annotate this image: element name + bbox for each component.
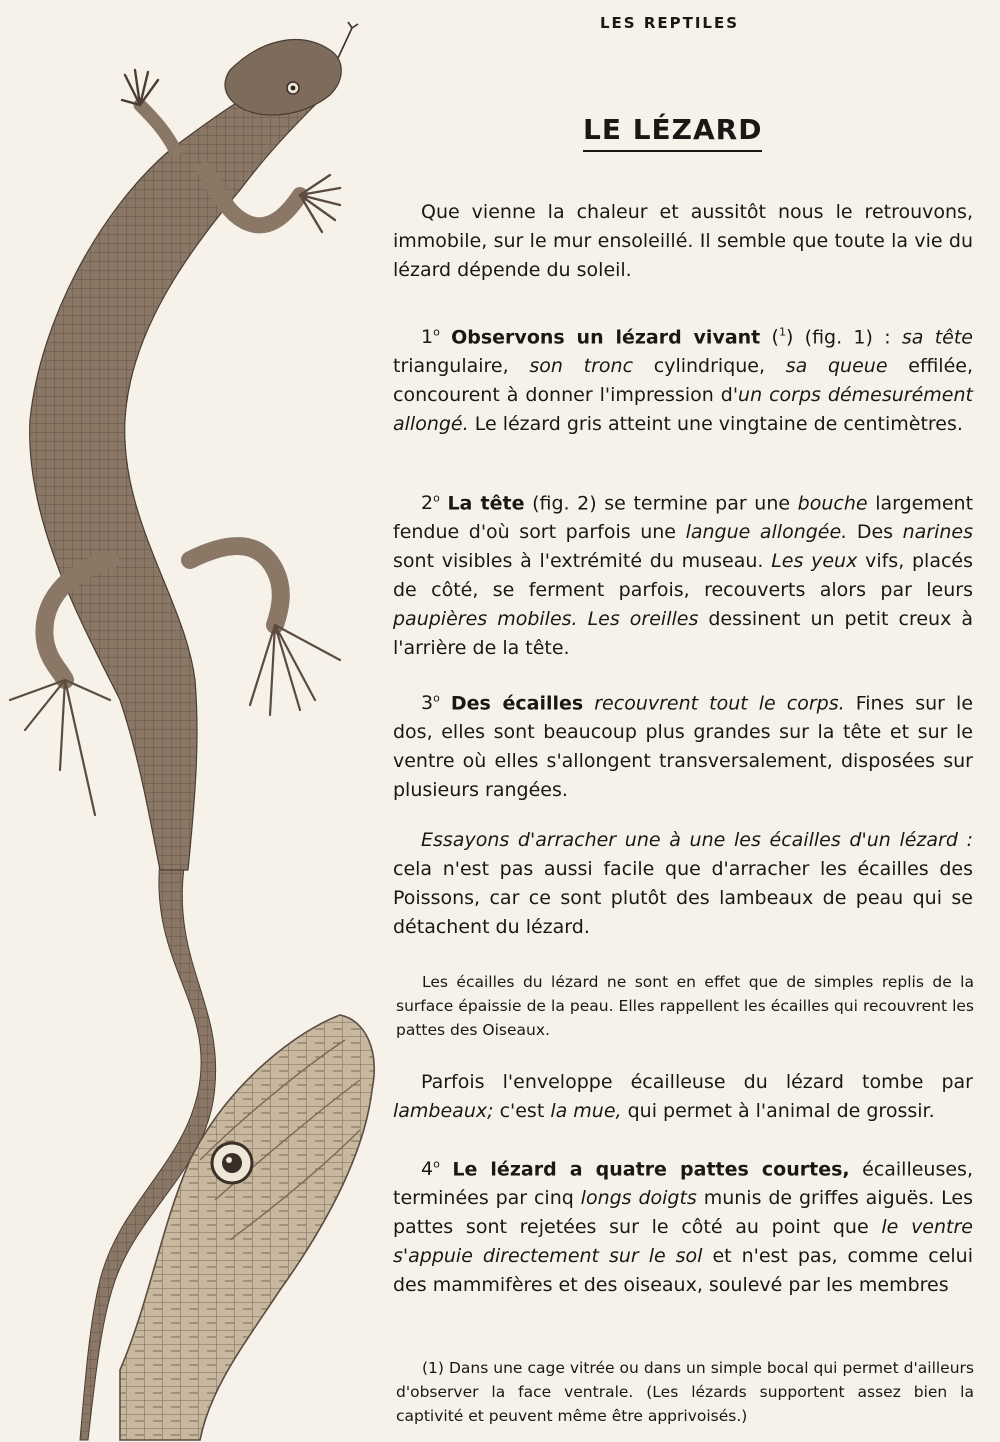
intro-paragraph — [393, 198, 973, 285]
section-2: 2$^o$ La tête (fig. 2) se termine par une bouche largement fendue d'où sort parfois une langue allongée. Des narines sont visibles à l'extrémité du museau. Les yeux vifs, placés de côté, se ferment parfois, recouverts alors par leurs paupières mobiles. Les oreilles dessinent un petit creux à l'arrière de la tête. — [393, 492, 974, 660]
section-1: 1$^o$ Observons un lézard vivant ($^1$) (fig. 1) : sa tête triangulaire, son tronc cylindrique, sa queue effilée, concourent à donner l'impression d'un corps démesurément allongé. Le lézard gris atteint une vingtaine de centimètres. — [393, 326, 974, 436]
lizard-head — [225, 40, 341, 115]
mue-paragraph: Parfois l'enveloppe écailleuse du lézard tombe par lambeaux; c'est la mue, qui permet à l'animal de grossir. — [393, 1071, 973, 1122]
scales-note: Les écailles du lézard ne sont en effet que de simples replis de la surface épaissie de la peau. Elles rappellent les écailles qui recouvrent les pattes des Oiseaux. — [396, 973, 974, 1039]
lizard-tongue — [338, 22, 358, 58]
running-head: LES REPTILES — [600, 14, 740, 32]
footnote: (1) Dans une cage vitrée ou dans un simple bocal qui permet d'ailleurs d'observer la face ventrale. (Les lézards supportent assez bien la captivité et peuvent même être apprivoisés.) — [396, 1359, 974, 1425]
section-2-number: 2$^o$ — [421, 492, 440, 515]
section-4-heading: Le lézard a quatre pattes courtes, — [452, 1158, 850, 1181]
experiment-paragraph: Essayons d'arracher une à une les écailles d'un lézard : cela n'est pas aussi facile que d'arracher les écailles des Poissons, car ce sont plutôt des lambeaux de peau qui se détachent du lézard. — [393, 829, 973, 938]
section-3: 3$^o$ Des écailles recouvrent tout le corps. Fines sur le dos, elles sont beaucoup plus grandes sur la tête et sur le ventre où elles s'allongent transversalement, disposées sur plusieurs rangées. — [393, 692, 974, 802]
section-1-number: 1$^o$ — [421, 326, 440, 349]
page-title: LE LÉZARD — [583, 112, 762, 152]
lizard-body — [30, 70, 320, 870]
front-left-leg — [140, 105, 175, 150]
lizard-head-detail — [120, 1015, 374, 1440]
section-1-heading: Observons un lézard vivant — [451, 326, 761, 349]
footnote-ref: ($^1$) — [771, 326, 794, 349]
intro-text: Que vienne la chaleur et aussitôt nous le retrouvons, immobile, sur le mur ensoleillé. Il semble que toute la vie du lézard dépende du soleil. — [393, 201, 973, 281]
section-3-heading: Des écailles — [450, 692, 584, 715]
lizard-illustration — [0, 0, 400, 1442]
hind-right-leg — [190, 546, 281, 625]
section-3-number: 3$^o$ — [421, 692, 440, 715]
section-4-number: 4$^o$ — [421, 1158, 440, 1181]
section-4: 4$^o$ Le lézard a quatre pattes courtes, écailleuses, terminées par cinq longs doigts munis de griffes aiguës. Les pattes sont rejetées sur le côté au point que le ventre s'appuie directement sur le sol et n'est pas, comme celui des mammifères et des oiseaux, soulevé par les membres — [393, 1158, 974, 1297]
section-2-heading: La tête — [447, 492, 525, 515]
